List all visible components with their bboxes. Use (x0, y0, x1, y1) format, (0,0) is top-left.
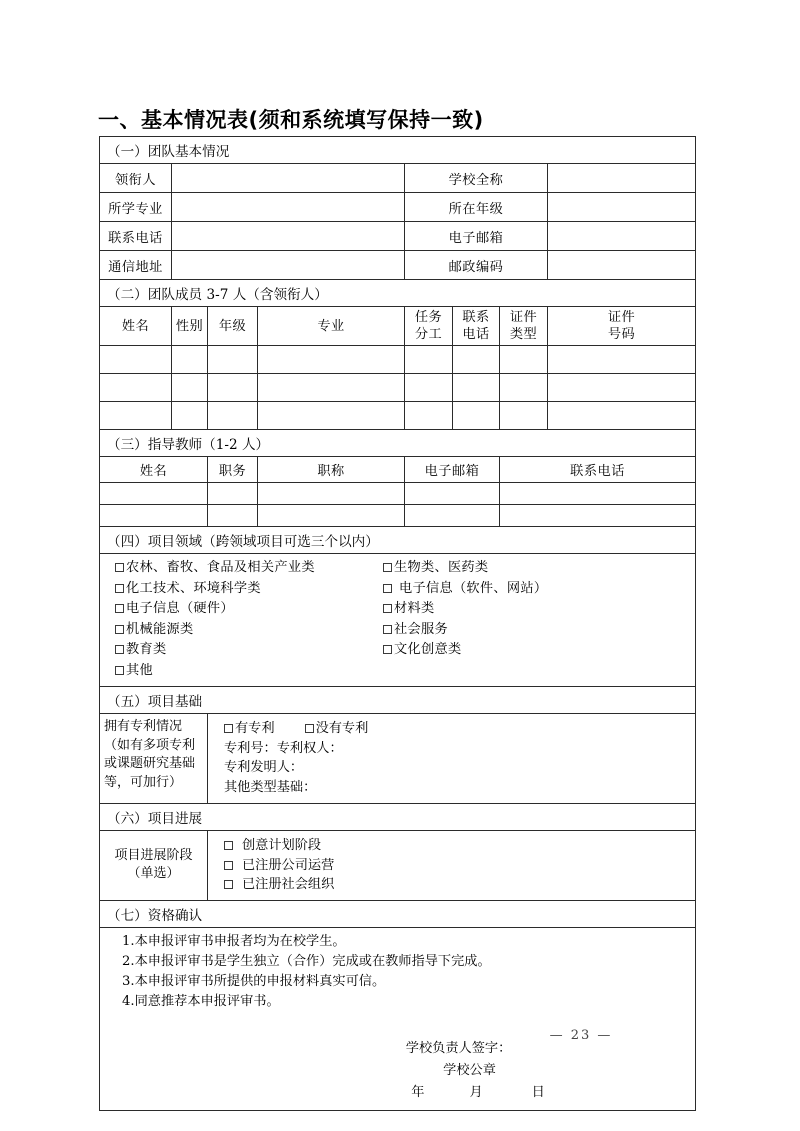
table-header-row-teachers (100, 457, 696, 483)
teacher-cell-name[interactable] (100, 505, 208, 527)
domain-column-left (115, 558, 383, 681)
checkbox-label: 材料类 (394, 601, 435, 616)
date-month-label: 月 (469, 1084, 484, 1100)
patent-row (100, 714, 696, 804)
domain-options-row (100, 554, 696, 687)
qualification-item-2: 2.本申报评审书是学生独立（合作）完成或在教师指导下完成。 (122, 953, 491, 969)
qualification-item-1: 1.本申报评审书申报者均为在校学生。 (122, 933, 346, 949)
checkbox-box-icon[interactable] (224, 880, 233, 889)
column-header-teacher-email: 电子邮箱 (405, 457, 500, 483)
table-row (100, 251, 696, 280)
signature-line-school-seal[interactable]: 学校公章 (443, 1062, 496, 1078)
checkbox-box-icon[interactable] (383, 604, 392, 613)
checkbox-box-icon[interactable] (115, 584, 124, 593)
member-cell-task[interactable] (405, 346, 453, 374)
column-header-phone-line1: 联系 (462, 310, 490, 325)
label-progress-stage (100, 831, 208, 901)
section-header-row-qualification (100, 900, 696, 927)
checkbox-box-icon[interactable] (115, 666, 124, 675)
label-major: 所学专业 (100, 193, 172, 222)
label-email: 电子邮箱 (405, 222, 548, 251)
column-header-id-type-line1: 证件 (509, 310, 538, 325)
checkbox-domain-agriculture[interactable] (115, 558, 383, 579)
field-major[interactable] (172, 193, 405, 222)
checkbox-box-icon[interactable] (383, 584, 392, 593)
checkbox-label: 社会服务 (394, 621, 448, 637)
section-header-row-teachers (100, 430, 696, 457)
checkbox-box-icon[interactable] (383, 645, 392, 654)
checkbox-label: 机械能源类 (126, 621, 194, 637)
label-phone: 联系电话 (100, 222, 172, 251)
checkbox-has-patent[interactable] (224, 721, 275, 736)
member-cell-gender[interactable] (172, 374, 208, 402)
signature-line-principal[interactable]: 学校负责人签字： (405, 1040, 512, 1056)
member-cell-name[interactable] (100, 402, 172, 430)
checkbox-domain-electronics-software[interactable] (383, 579, 695, 600)
column-header-teacher-phone: 联系电话 (500, 457, 696, 483)
member-cell-id-number[interactable] (548, 402, 696, 430)
column-header-teacher-duty: 职务 (208, 457, 258, 483)
checkbox-box-icon[interactable] (115, 563, 124, 572)
member-cell-name[interactable] (100, 346, 172, 374)
table-row (100, 346, 696, 374)
member-cell-id-number[interactable] (548, 346, 696, 374)
checkbox-box-icon[interactable] (305, 724, 314, 733)
qualification-row (100, 927, 696, 1110)
radio-progress-registered-social-org[interactable] (224, 875, 695, 895)
member-cell-phone[interactable] (453, 346, 500, 374)
checkbox-domain-mechanical-energy[interactable] (115, 620, 383, 641)
checkbox-label: 电子信息（软件、网站） (399, 580, 548, 596)
table-row (100, 483, 696, 505)
member-cell-id-number[interactable] (548, 374, 696, 402)
section-heading-members: （二）团队成员 3-7 人（含领衔人） (100, 280, 696, 307)
field-leader[interactable] (172, 164, 405, 193)
checkbox-label: 创意计划阶段 (242, 838, 322, 853)
checkbox-label: 已注册公司运营 (242, 857, 335, 873)
checkbox-domain-cultural-creative[interactable] (383, 640, 695, 661)
checkbox-box-icon[interactable] (224, 861, 233, 870)
checkbox-domain-electronics-hardware[interactable] (115, 599, 383, 620)
field-email[interactable] (548, 222, 696, 251)
section-heading-domain: （四）项目领域（跨领域项目可选三个以内） (100, 527, 696, 554)
checkbox-label: 教育类 (126, 642, 167, 657)
member-cell-name[interactable] (100, 374, 172, 402)
teacher-cell-email[interactable] (405, 505, 500, 527)
column-header-major: 专业 (258, 307, 405, 346)
checkbox-box-icon[interactable] (383, 563, 392, 572)
table-row (100, 402, 696, 430)
checkbox-domain-education[interactable] (115, 640, 383, 661)
radio-progress-idea-stage[interactable] (224, 836, 695, 856)
table-header-row-members (100, 307, 696, 346)
label-grade: 所在年级 (405, 193, 548, 222)
column-header-phone-line2: 电话 (462, 327, 490, 342)
checkbox-label: 农林、畜牧、食品及相关产业类 (126, 560, 315, 575)
checkbox-domain-biology-medicine[interactable] (383, 558, 695, 579)
column-header-teacher-title: 职称 (258, 457, 405, 483)
table-row (100, 505, 696, 527)
qualification-content-cell (100, 927, 696, 1110)
label-school-full-name: 学校全称 (405, 164, 548, 193)
member-cell-id-type[interactable] (500, 374, 548, 402)
member-cell-major[interactable] (258, 374, 405, 402)
signature-block (122, 1038, 695, 1104)
table-row (100, 193, 696, 222)
member-cell-major[interactable] (258, 402, 405, 430)
page-number: — 23 — (549, 1028, 613, 1043)
column-header-task-line1: 任务 (414, 310, 443, 325)
column-header-name: 姓名 (100, 307, 172, 346)
section-header-row-progress (100, 804, 696, 831)
label-address: 通信地址 (100, 251, 172, 280)
teacher-cell-title[interactable] (258, 483, 405, 505)
column-header-gender: 性别 (172, 307, 208, 346)
domain-options-cell (100, 554, 696, 687)
signature-date-line[interactable] (122, 1082, 665, 1104)
section-header-row-members (100, 280, 696, 307)
table-row (100, 374, 696, 402)
section-heading-basis: （五）项目基础 (100, 687, 696, 714)
qualification-item-4: 4.同意推荐本申报评审书。 (122, 993, 280, 1009)
member-cell-phone[interactable] (453, 374, 500, 402)
checkbox-box-icon[interactable] (115, 625, 124, 634)
field-other-basis-type[interactable]: 其他类型基础： (224, 779, 317, 795)
teacher-cell-duty[interactable] (208, 483, 258, 505)
column-header-grade: 年级 (208, 307, 258, 346)
teacher-cell-email[interactable] (405, 483, 500, 505)
table-row (100, 222, 696, 251)
checkbox-box-icon[interactable] (224, 724, 233, 733)
column-header-id-number-line1: 证件 (607, 310, 636, 325)
section-header-row-team-basic (100, 137, 696, 164)
checkbox-label: 已注册社会组织 (242, 877, 335, 892)
section-heading-teachers: （三）指导教师（1-2 人） (100, 430, 696, 457)
field-grade[interactable] (548, 193, 696, 222)
date-year-label: 年 (411, 1084, 426, 1100)
checkbox-box-icon[interactable] (115, 604, 124, 613)
field-patent-inventor[interactable]: 专利发明人： (224, 760, 304, 775)
member-cell-id-type[interactable] (500, 346, 548, 374)
member-cell-grade[interactable] (208, 402, 258, 430)
section-heading-progress: （六）项目进展 (100, 804, 696, 831)
qualification-item-3: 3.本申报评审书所提供的申报材料真实可信。 (122, 973, 386, 989)
page-title: 一、基本情况表(须和系统填写保持一致) (98, 108, 484, 132)
teacher-cell-duty[interactable] (208, 505, 258, 527)
column-header-teacher-name: 姓名 (100, 457, 208, 483)
checkbox-label: 化工技术、环境科学类 (126, 580, 261, 596)
section-heading-qualification: （七）资格确认 (100, 900, 696, 927)
column-header-id-type-line2: 类型 (509, 327, 538, 342)
checkbox-domain-other[interactable] (115, 661, 383, 682)
section-heading-team-basic: （一）团队基本情况 (100, 137, 696, 164)
patent-details-cell (208, 714, 696, 804)
label-progress-stage-line2: （单选） (127, 866, 180, 882)
checkbox-domain-chemical-environment[interactable] (115, 579, 383, 600)
checkbox-label: 文化创意类 (394, 642, 462, 657)
section-header-row-basis (100, 687, 696, 714)
teacher-cell-phone[interactable] (500, 483, 696, 505)
column-header-task (405, 307, 453, 346)
checkbox-box-icon[interactable] (224, 841, 233, 850)
column-header-task-line2: 分工 (414, 327, 443, 342)
checkbox-label: 有专利 (235, 721, 275, 736)
checkbox-label: 没有专利 (315, 721, 369, 736)
progress-row (100, 831, 696, 901)
checkbox-domain-social-service[interactable] (383, 620, 695, 641)
column-header-id-number (548, 307, 696, 346)
checkbox-label: 其他 (126, 662, 153, 678)
member-cell-gender[interactable] (172, 402, 208, 430)
checkbox-label: 生物类、医药类 (394, 560, 489, 575)
member-cell-major[interactable] (258, 346, 405, 374)
progress-options-cell (208, 831, 696, 901)
label-progress-stage-line1: 项目进展阶段 (114, 848, 193, 864)
column-header-id-type (500, 307, 548, 346)
page-footer (0, 1028, 800, 1043)
date-day-label: 日 (531, 1084, 546, 1100)
label-postal-code: 邮政编码 (405, 251, 548, 280)
column-header-id-number-line2: 号码 (607, 327, 636, 342)
radio-progress-registered-company[interactable] (224, 856, 695, 876)
label-leader: 领衔人 (100, 164, 172, 193)
member-cell-task[interactable] (405, 402, 453, 430)
domain-column-right (383, 558, 695, 681)
field-patent-number-and-holder[interactable]: 专利号：专利权人： (224, 740, 343, 756)
member-cell-phone[interactable] (453, 402, 500, 430)
checkbox-domain-materials[interactable] (383, 599, 695, 620)
checkbox-label: 电子信息（硬件） (126, 601, 234, 616)
field-postal-code[interactable] (548, 251, 696, 280)
member-cell-id-type[interactable] (500, 402, 548, 430)
member-cell-task[interactable] (405, 374, 453, 402)
checkbox-box-icon[interactable] (115, 645, 124, 654)
section-header-row-domain (100, 527, 696, 554)
teacher-cell-name[interactable] (100, 483, 208, 505)
field-address[interactable] (172, 251, 405, 280)
member-cell-gender[interactable] (172, 346, 208, 374)
checkbox-box-icon[interactable] (383, 625, 392, 634)
table-row (100, 164, 696, 193)
patent-options (224, 719, 695, 739)
column-header-phone (453, 307, 500, 346)
basic-information-form (99, 136, 696, 1111)
field-school-full-name[interactable] (548, 164, 696, 193)
teacher-cell-phone[interactable] (500, 505, 696, 527)
field-phone[interactable] (172, 222, 405, 251)
checkbox-no-patent[interactable] (305, 721, 369, 736)
member-cell-grade[interactable] (208, 374, 258, 402)
label-patent-status: 拥有专利情况（如有多项专利或课题研究基础等，可加行） (100, 714, 208, 804)
member-cell-grade[interactable] (208, 346, 258, 374)
teacher-cell-title[interactable] (258, 505, 405, 527)
